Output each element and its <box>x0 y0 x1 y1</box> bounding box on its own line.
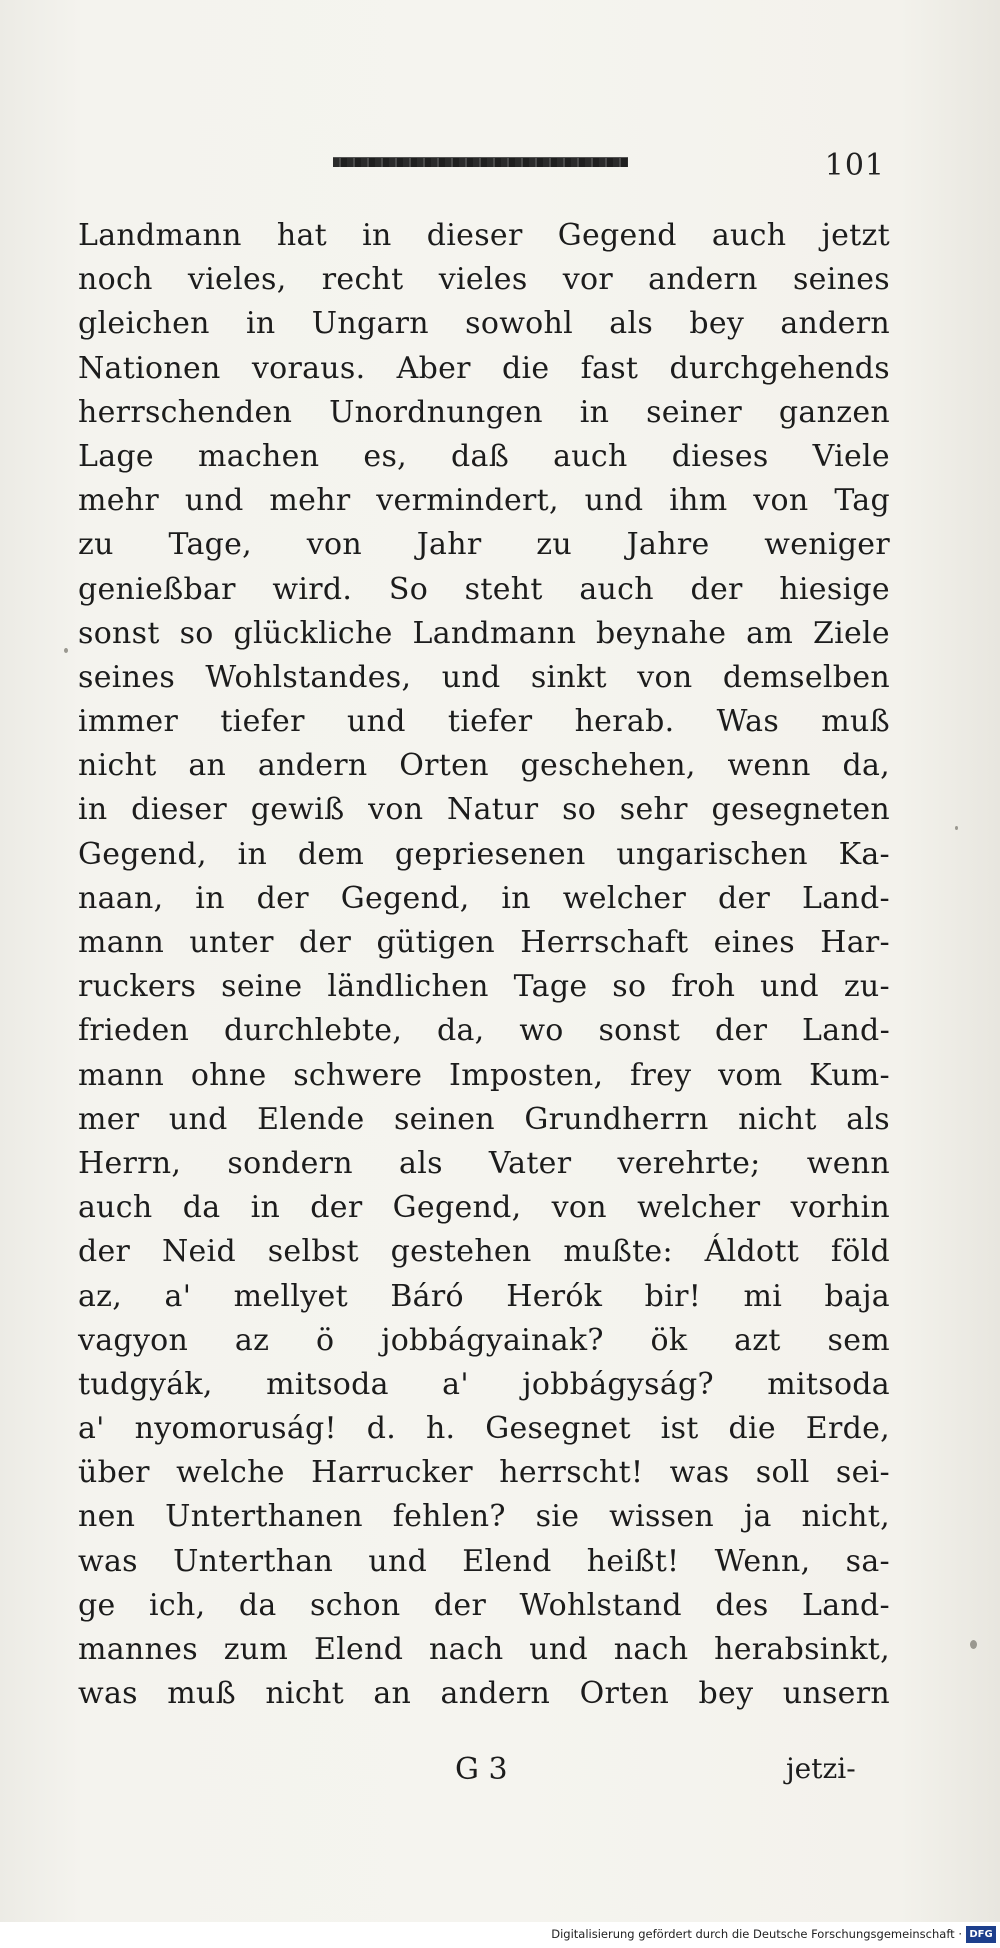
catchword: jetzi- <box>786 1752 856 1785</box>
text-line: in dieser gewiß von Natur so sehr gesegneten <box>78 792 890 828</box>
text-line: genießbar wird. So steht auch der hiesige <box>78 571 890 607</box>
text-line: seines Wohlstandes, und sinkt von demselben <box>78 659 890 695</box>
text-line: noch vieles, recht vieles vor andern seines <box>78 262 890 298</box>
text-line: gleichen in Ungarn sowohl als bey andern <box>78 306 890 342</box>
text-line: mann ohne schwere Imposten, frey vom Kum- <box>78 1057 890 1093</box>
page-number: 101 <box>824 148 885 183</box>
text-line: mer und Elende seinen Grundherrn nicht als <box>78 1101 890 1137</box>
text-line: mannes zum Elend nach und nach herabsinkt, <box>78 1632 890 1667</box>
paper-speck <box>64 648 68 653</box>
text-line: mehr und mehr vermindert, und ihm von Tag <box>78 483 890 519</box>
signature-mark: G 3 <box>455 1752 508 1787</box>
text-line: mann unter der gütigen Herrschaft eines Har- <box>78 925 890 960</box>
text-line: Lage machen es, daß auch dieses Viele <box>78 438 890 474</box>
text-line: ruckers seine ländlichen Tage so froh und zu- <box>78 969 890 1005</box>
text-line: ge ich, da schon der Wohlstand des Land- <box>78 1587 890 1623</box>
text-line: der Neid selbst gestehen mußte: Áldott föld <box>78 1234 890 1270</box>
text-line: Nationen voraus. Aber die fast durchgehends <box>78 350 890 386</box>
text-line: was muß nicht an andern Orten bey unsern <box>78 1676 890 1712</box>
text-line: was Unterthan und Elend heißt! Wenn, sa- <box>78 1543 890 1579</box>
text-line: frieden durchlebte, da, wo sonst der Land- <box>78 1013 890 1049</box>
text-line: auch da in der Gegend, von welcher vorhin <box>78 1190 890 1226</box>
text-line: herrschenden Unordnungen in seiner ganzen <box>78 394 890 430</box>
text-line: immer tiefer und tiefer herab. Was muß <box>78 704 890 740</box>
text-line: zu Tage, von Jahr zu Jahre weniger <box>78 527 890 563</box>
dfg-logo: DFG <box>966 1926 996 1943</box>
text-line: Landmann hat in dieser Gegend auch jetzt <box>78 218 890 253</box>
body-text <box>78 214 890 1716</box>
text-line: a' nyomoruság! d. h. Gesegnet ist die Erde, <box>78 1411 890 1447</box>
text-line: Herrn, sondern als Vater verehrte; wenn <box>78 1145 890 1181</box>
digitization-credit: Digitalisierung gefördert durch die Deutsche Forschungsgemeinschaft · <box>551 1927 962 1941</box>
text-line: vagyon az ö jobbágyainak? ök azt sem <box>78 1322 890 1358</box>
text-line: nicht an andern Orten geschehen, wenn da, <box>78 748 890 784</box>
page-footer <box>0 1752 1000 1796</box>
text-line: sonst so glückliche Landmann beynahe am Ziele <box>78 615 890 651</box>
text-line: nen Unterthanen fehlen? sie wissen ja nicht, <box>78 1499 890 1535</box>
text-line: Gegend, in dem gepriesenen ungarischen Ka- <box>78 836 890 872</box>
text-line: az, a' mellyet Báró Herók bir! mi baja <box>78 1278 890 1314</box>
text-line: naan, in der Gegend, in welcher der Land- <box>78 880 890 916</box>
header-rule <box>333 157 628 167</box>
text-line: tudgyák, mitsoda a' jobbágyság? mitsoda <box>78 1366 890 1402</box>
paper-speck <box>955 826 958 830</box>
digitization-bar <box>0 1922 1000 1948</box>
text-line: über welche Harrucker herrscht! was soll sei- <box>78 1455 890 1491</box>
paper-speck <box>970 1640 977 1649</box>
